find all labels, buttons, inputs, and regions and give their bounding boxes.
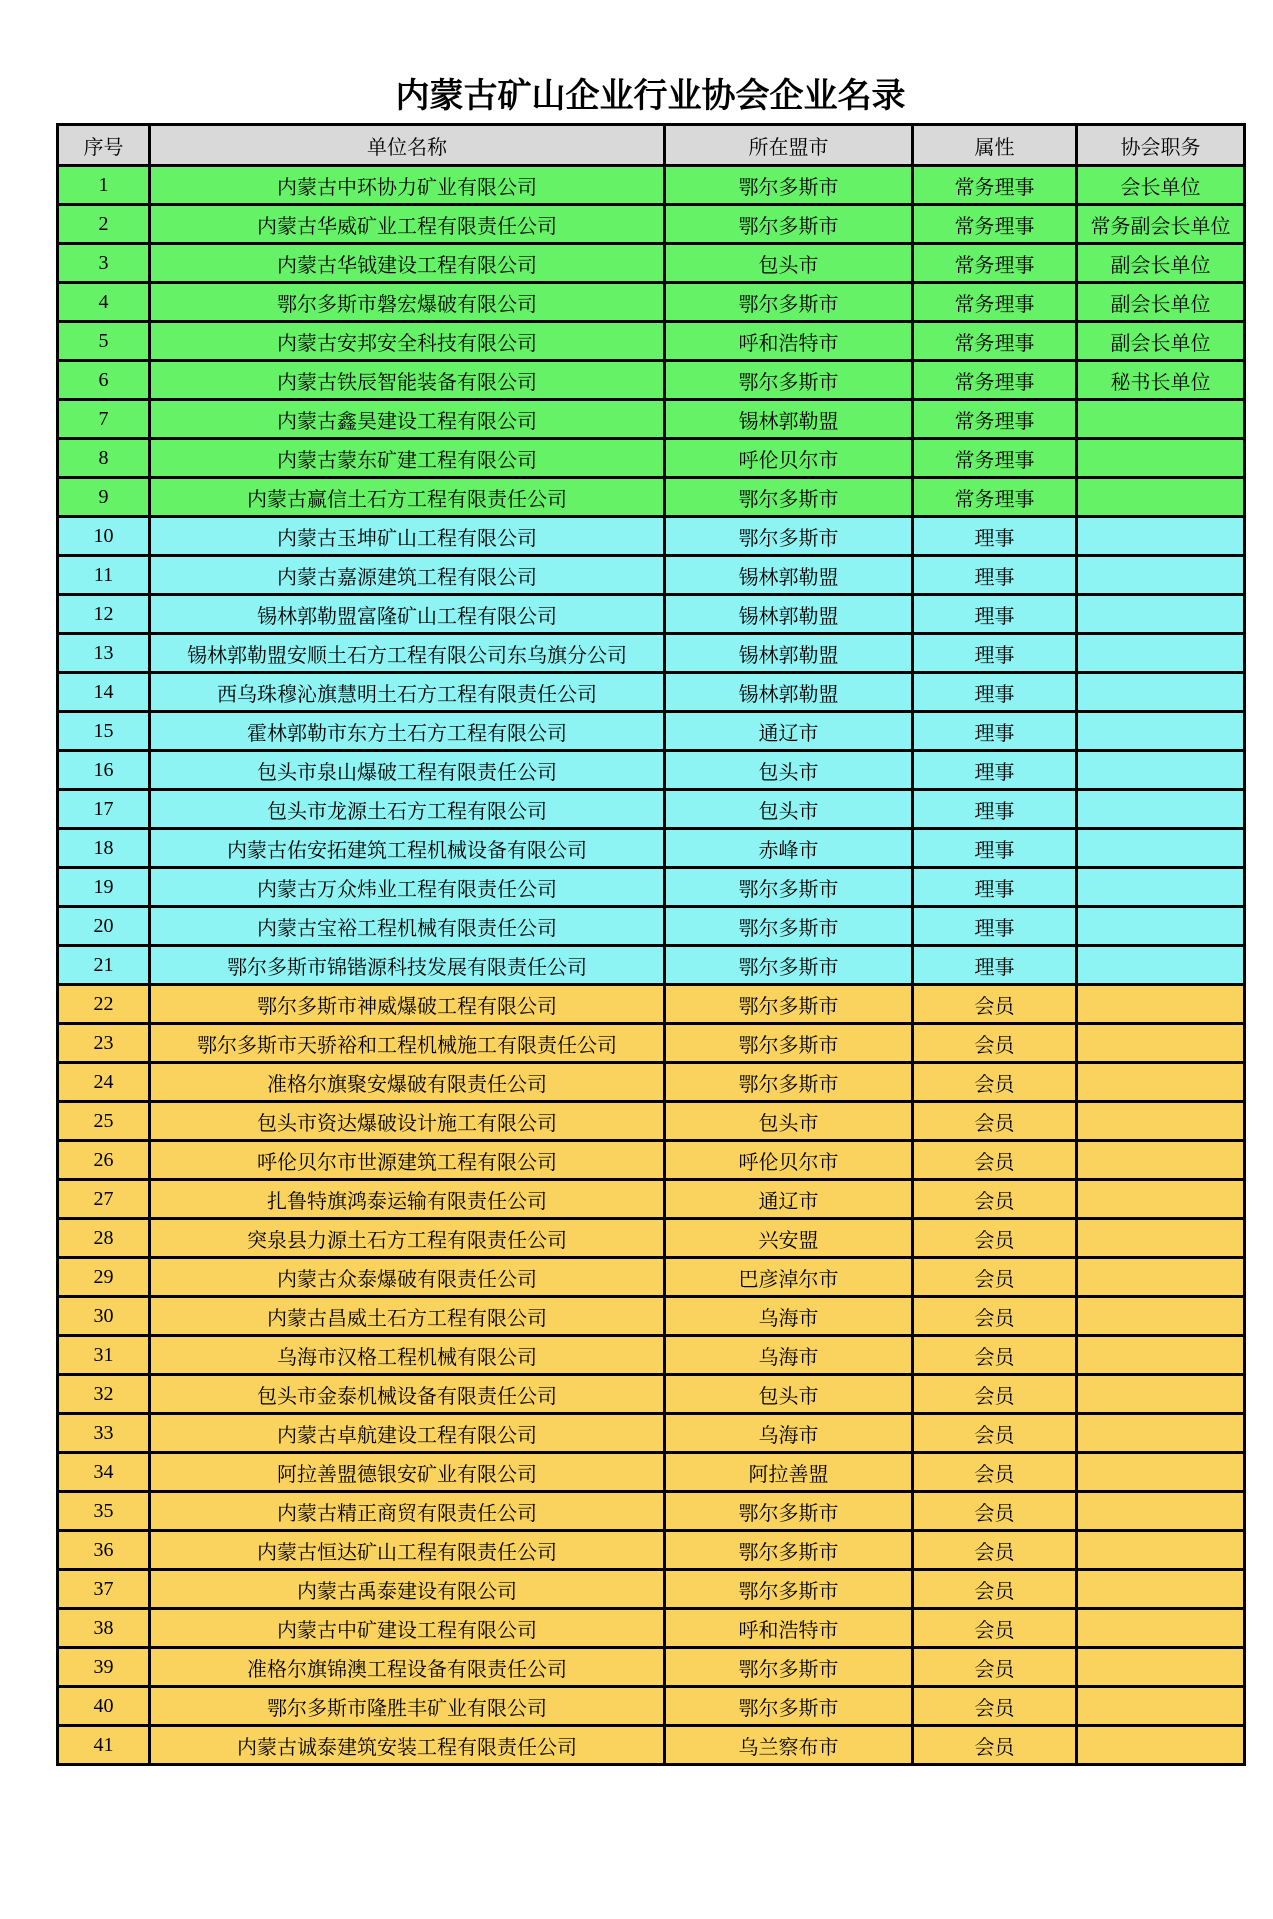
association-role-cell xyxy=(1077,1375,1245,1414)
table-row xyxy=(58,1687,1245,1726)
city-cell: 呼和浩特市 xyxy=(665,322,913,361)
city-cell: 鄂尔多斯市 xyxy=(665,1531,913,1570)
association-role-cell: 副会长单位 xyxy=(1077,322,1245,361)
company-name-cell: 准格尔旗锦澳工程设备有限责任公司 xyxy=(150,1648,665,1687)
table-row xyxy=(58,1258,1245,1297)
association-role-cell xyxy=(1077,517,1245,556)
table-row xyxy=(58,1180,1245,1219)
table-row xyxy=(58,751,1245,790)
association-role-cell xyxy=(1077,1609,1245,1648)
serial-number-cell: 6 xyxy=(58,361,150,400)
attribute-cell: 会员 xyxy=(913,1297,1077,1336)
serial-number-cell: 35 xyxy=(58,1492,150,1531)
table-row xyxy=(58,1336,1245,1375)
city-cell: 鄂尔多斯市 xyxy=(665,166,913,205)
table-row xyxy=(58,868,1245,907)
attribute-cell: 常务理事 xyxy=(913,283,1077,322)
city-cell: 鄂尔多斯市 xyxy=(665,1570,913,1609)
city-cell: 锡林郭勒盟 xyxy=(665,400,913,439)
attribute-cell: 会员 xyxy=(913,1063,1077,1102)
association-role-cell: 会长单位 xyxy=(1077,166,1245,205)
attribute-cell: 理事 xyxy=(913,829,1077,868)
company-name-cell: 内蒙古华钺建设工程有限公司 xyxy=(150,244,665,283)
city-cell: 鄂尔多斯市 xyxy=(665,946,913,985)
company-name-cell: 内蒙古宝裕工程机械有限责任公司 xyxy=(150,907,665,946)
table-header xyxy=(58,125,1245,166)
table-row xyxy=(58,673,1245,712)
city-cell: 乌兰察布市 xyxy=(665,1726,913,1765)
company-name-cell: 内蒙古万众炜业工程有限责任公司 xyxy=(150,868,665,907)
serial-number-cell: 33 xyxy=(58,1414,150,1453)
association-role-cell xyxy=(1077,1180,1245,1219)
table-row xyxy=(58,1375,1245,1414)
table-row xyxy=(58,1648,1245,1687)
table-row xyxy=(58,790,1245,829)
company-name-cell: 鄂尔多斯市天骄裕和工程机械施工有限责任公司 xyxy=(150,1024,665,1063)
serial-number-cell: 31 xyxy=(58,1336,150,1375)
association-role-cell: 常务副会长单位 xyxy=(1077,205,1245,244)
attribute-cell: 理事 xyxy=(913,595,1077,634)
company-name-cell: 内蒙古铁辰智能装备有限公司 xyxy=(150,361,665,400)
company-name-cell: 内蒙古赢信土石方工程有限责任公司 xyxy=(150,478,665,517)
city-cell: 巴彦淖尔市 xyxy=(665,1258,913,1297)
serial-number-cell: 5 xyxy=(58,322,150,361)
attribute-cell: 会员 xyxy=(913,1648,1077,1687)
attribute-cell: 会员 xyxy=(913,1492,1077,1531)
company-name-cell: 包头市金泰机械设备有限责任公司 xyxy=(150,1375,665,1414)
attribute-cell: 会员 xyxy=(913,1102,1077,1141)
city-cell: 锡林郭勒盟 xyxy=(665,673,913,712)
association-role-cell xyxy=(1077,790,1245,829)
company-name-cell: 内蒙古众泰爆破有限责任公司 xyxy=(150,1258,665,1297)
company-name-cell: 包头市泉山爆破工程有限责任公司 xyxy=(150,751,665,790)
association-role-cell xyxy=(1077,478,1245,517)
company-name-cell: 扎鲁特旗鸿泰运输有限责任公司 xyxy=(150,1180,665,1219)
serial-number-cell: 23 xyxy=(58,1024,150,1063)
serial-number-cell: 1 xyxy=(58,166,150,205)
association-role-cell xyxy=(1077,673,1245,712)
company-name-cell: 包头市龙源土石方工程有限公司 xyxy=(150,790,665,829)
association-role-cell xyxy=(1077,1297,1245,1336)
table-row xyxy=(58,1219,1245,1258)
attribute-cell: 理事 xyxy=(913,790,1077,829)
table-row xyxy=(58,1453,1245,1492)
company-name-cell: 内蒙古鑫昊建设工程有限公司 xyxy=(150,400,665,439)
serial-number-cell: 22 xyxy=(58,985,150,1024)
serial-number-cell: 34 xyxy=(58,1453,150,1492)
attribute-cell: 理事 xyxy=(913,556,1077,595)
attribute-cell: 会员 xyxy=(913,1531,1077,1570)
company-name-cell: 内蒙古华威矿业工程有限责任公司 xyxy=(150,205,665,244)
company-name-cell: 内蒙古昌威土石方工程有限公司 xyxy=(150,1297,665,1336)
table-row xyxy=(58,1063,1245,1102)
city-cell: 鄂尔多斯市 xyxy=(665,907,913,946)
table-row xyxy=(58,1609,1245,1648)
table-row xyxy=(58,1024,1245,1063)
city-cell: 锡林郭勒盟 xyxy=(665,595,913,634)
attribute-cell: 会员 xyxy=(913,1687,1077,1726)
header-city: 所在盟市 xyxy=(665,125,913,166)
company-name-cell: 鄂尔多斯市神威爆破工程有限公司 xyxy=(150,985,665,1024)
city-cell: 包头市 xyxy=(665,1102,913,1141)
association-role-cell xyxy=(1077,1414,1245,1453)
attribute-cell: 常务理事 xyxy=(913,322,1077,361)
attribute-cell: 会员 xyxy=(913,1609,1077,1648)
serial-number-cell: 28 xyxy=(58,1219,150,1258)
city-cell: 鄂尔多斯市 xyxy=(665,1648,913,1687)
header-association-role: 协会职务 xyxy=(1077,125,1245,166)
attribute-cell: 会员 xyxy=(913,1453,1077,1492)
association-role-cell xyxy=(1077,595,1245,634)
attribute-cell: 常务理事 xyxy=(913,400,1077,439)
table-row xyxy=(58,634,1245,673)
company-name-cell: 内蒙古中矿建设工程有限公司 xyxy=(150,1609,665,1648)
attribute-cell: 会员 xyxy=(913,1336,1077,1375)
company-name-cell: 乌海市汉格工程机械有限公司 xyxy=(150,1336,665,1375)
serial-number-cell: 41 xyxy=(58,1726,150,1765)
company-name-cell: 西乌珠穆沁旗慧明土石方工程有限责任公司 xyxy=(150,673,665,712)
company-name-cell: 阿拉善盟德银安矿业有限公司 xyxy=(150,1453,665,1492)
association-role-cell xyxy=(1077,1726,1245,1765)
company-name-cell: 霍林郭勒市东方土石方工程有限公司 xyxy=(150,712,665,751)
city-cell: 呼伦贝尔市 xyxy=(665,439,913,478)
association-role-cell xyxy=(1077,907,1245,946)
serial-number-cell: 37 xyxy=(58,1570,150,1609)
serial-number-cell: 40 xyxy=(58,1687,150,1726)
serial-number-cell: 27 xyxy=(58,1180,150,1219)
association-role-cell: 秘书长单位 xyxy=(1077,361,1245,400)
serial-number-cell: 3 xyxy=(58,244,150,283)
table-row xyxy=(58,1570,1245,1609)
company-name-cell: 包头市资达爆破设计施工有限公司 xyxy=(150,1102,665,1141)
city-cell: 乌海市 xyxy=(665,1336,913,1375)
serial-number-cell: 2 xyxy=(58,205,150,244)
attribute-cell: 常务理事 xyxy=(913,205,1077,244)
city-cell: 锡林郭勒盟 xyxy=(665,634,913,673)
table-body xyxy=(58,166,1245,1765)
company-name-cell: 准格尔旗聚安爆破有限责任公司 xyxy=(150,1063,665,1102)
attribute-cell: 会员 xyxy=(913,1180,1077,1219)
city-cell: 鄂尔多斯市 xyxy=(665,1687,913,1726)
page-title: 内蒙古矿山企业行业协会企业名录 xyxy=(395,78,906,115)
city-cell: 鄂尔多斯市 xyxy=(665,985,913,1024)
city-cell: 包头市 xyxy=(665,790,913,829)
serial-number-cell: 36 xyxy=(58,1531,150,1570)
header-attribute: 属性 xyxy=(913,125,1077,166)
association-role-cell xyxy=(1077,1687,1245,1726)
association-role-cell xyxy=(1077,1102,1245,1141)
association-role-cell xyxy=(1077,1141,1245,1180)
city-cell: 呼伦贝尔市 xyxy=(665,1141,913,1180)
association-role-cell xyxy=(1077,1258,1245,1297)
company-name-cell: 内蒙古卓航建设工程有限公司 xyxy=(150,1414,665,1453)
company-name-cell: 内蒙古蒙东矿建工程有限公司 xyxy=(150,439,665,478)
association-role-cell xyxy=(1077,1063,1245,1102)
serial-number-cell: 13 xyxy=(58,634,150,673)
company-name-cell: 内蒙古佑安拓建筑工程机械设备有限公司 xyxy=(150,829,665,868)
attribute-cell: 理事 xyxy=(913,712,1077,751)
table-row xyxy=(58,400,1245,439)
table-row xyxy=(58,1492,1245,1531)
serial-number-cell: 38 xyxy=(58,1609,150,1648)
association-role-cell xyxy=(1077,556,1245,595)
association-role-cell xyxy=(1077,1531,1245,1570)
table-row xyxy=(58,361,1245,400)
attribute-cell: 会员 xyxy=(913,1258,1077,1297)
attribute-cell: 常务理事 xyxy=(913,166,1077,205)
attribute-cell: 会员 xyxy=(913,1375,1077,1414)
table-row xyxy=(58,1531,1245,1570)
attribute-cell: 会员 xyxy=(913,1219,1077,1258)
company-name-cell: 鄂尔多斯市磐宏爆破有限公司 xyxy=(150,283,665,322)
table-row xyxy=(58,907,1245,946)
attribute-cell: 理事 xyxy=(913,673,1077,712)
serial-number-cell: 29 xyxy=(58,1258,150,1297)
city-cell: 呼和浩特市 xyxy=(665,1609,913,1648)
city-cell: 鄂尔多斯市 xyxy=(665,1063,913,1102)
association-role-cell xyxy=(1077,439,1245,478)
table-row xyxy=(58,985,1245,1024)
association-role-cell xyxy=(1077,1219,1245,1258)
attribute-cell: 理事 xyxy=(913,751,1077,790)
serial-number-cell: 21 xyxy=(58,946,150,985)
table-row xyxy=(58,1297,1245,1336)
city-cell: 鄂尔多斯市 xyxy=(665,283,913,322)
header-row xyxy=(58,125,1245,166)
header-company-name: 单位名称 xyxy=(150,125,665,166)
attribute-cell: 会员 xyxy=(913,985,1077,1024)
association-role-cell: 副会长单位 xyxy=(1077,283,1245,322)
table-row xyxy=(58,1102,1245,1141)
city-cell: 通辽市 xyxy=(665,712,913,751)
association-role-cell xyxy=(1077,985,1245,1024)
city-cell: 赤峰市 xyxy=(665,829,913,868)
city-cell: 鄂尔多斯市 xyxy=(665,478,913,517)
association-role-cell xyxy=(1077,1492,1245,1531)
company-name-cell: 内蒙古安邦安全科技有限公司 xyxy=(150,322,665,361)
table-row xyxy=(58,322,1245,361)
table-row xyxy=(58,205,1245,244)
table-row xyxy=(58,439,1245,478)
attribute-cell: 理事 xyxy=(913,868,1077,907)
association-role-cell xyxy=(1077,751,1245,790)
serial-number-cell: 17 xyxy=(58,790,150,829)
serial-number-cell: 39 xyxy=(58,1648,150,1687)
company-name-cell: 内蒙古禹泰建设有限公司 xyxy=(150,1570,665,1609)
association-role-cell xyxy=(1077,1453,1245,1492)
company-name-cell: 鄂尔多斯市隆胜丰矿业有限公司 xyxy=(150,1687,665,1726)
association-role-cell xyxy=(1077,1336,1245,1375)
table-row xyxy=(58,712,1245,751)
serial-number-cell: 15 xyxy=(58,712,150,751)
serial-number-cell: 4 xyxy=(58,283,150,322)
company-name-cell: 内蒙古玉坤矿山工程有限公司 xyxy=(150,517,665,556)
company-name-cell: 内蒙古中环协力矿业有限公司 xyxy=(150,166,665,205)
serial-number-cell: 18 xyxy=(58,829,150,868)
attribute-cell: 常务理事 xyxy=(913,244,1077,283)
city-cell: 通辽市 xyxy=(665,1180,913,1219)
table-row xyxy=(58,1726,1245,1765)
serial-number-cell: 7 xyxy=(58,400,150,439)
table-row xyxy=(58,517,1245,556)
company-name-cell: 内蒙古精正商贸有限责任公司 xyxy=(150,1492,665,1531)
association-role-cell: 副会长单位 xyxy=(1077,244,1245,283)
attribute-cell: 会员 xyxy=(913,1414,1077,1453)
serial-number-cell: 9 xyxy=(58,478,150,517)
table-row xyxy=(58,595,1245,634)
table-row xyxy=(58,244,1245,283)
city-cell: 兴安盟 xyxy=(665,1219,913,1258)
city-cell: 鄂尔多斯市 xyxy=(665,1024,913,1063)
table-row xyxy=(58,556,1245,595)
association-role-cell xyxy=(1077,829,1245,868)
serial-number-cell: 25 xyxy=(58,1102,150,1141)
table-row xyxy=(58,166,1245,205)
attribute-cell: 理事 xyxy=(913,946,1077,985)
company-name-cell: 呼伦贝尔市世源建筑工程有限公司 xyxy=(150,1141,665,1180)
city-cell: 包头市 xyxy=(665,1375,913,1414)
association-role-cell xyxy=(1077,1570,1245,1609)
serial-number-cell: 32 xyxy=(58,1375,150,1414)
serial-number-cell: 30 xyxy=(58,1297,150,1336)
attribute-cell: 常务理事 xyxy=(913,478,1077,517)
serial-number-cell: 12 xyxy=(58,595,150,634)
association-role-cell xyxy=(1077,946,1245,985)
company-name-cell: 内蒙古诚泰建筑安装工程有限责任公司 xyxy=(150,1726,665,1765)
company-name-cell: 锡林郭勒盟安顺土石方工程有限公司东乌旗分公司 xyxy=(150,634,665,673)
serial-number-cell: 10 xyxy=(58,517,150,556)
attribute-cell: 会员 xyxy=(913,1141,1077,1180)
serial-number-cell: 26 xyxy=(58,1141,150,1180)
city-cell: 鄂尔多斯市 xyxy=(665,1492,913,1531)
directory-table xyxy=(56,123,1246,1766)
city-cell: 鄂尔多斯市 xyxy=(665,205,913,244)
company-name-cell: 内蒙古嘉源建筑工程有限公司 xyxy=(150,556,665,595)
table-row xyxy=(58,478,1245,517)
header-serial-number: 序号 xyxy=(58,125,150,166)
table-row xyxy=(58,283,1245,322)
table-row xyxy=(58,1141,1245,1180)
city-cell: 乌海市 xyxy=(665,1297,913,1336)
serial-number-cell: 24 xyxy=(58,1063,150,1102)
company-name-cell: 鄂尔多斯市锦锴源科技发展有限责任公司 xyxy=(150,946,665,985)
attribute-cell: 会员 xyxy=(913,1726,1077,1765)
attribute-cell: 会员 xyxy=(913,1024,1077,1063)
association-role-cell xyxy=(1077,1024,1245,1063)
city-cell: 锡林郭勒盟 xyxy=(665,556,913,595)
company-name-cell: 锡林郭勒盟富隆矿山工程有限公司 xyxy=(150,595,665,634)
serial-number-cell: 16 xyxy=(58,751,150,790)
table-row xyxy=(58,829,1245,868)
city-cell: 包头市 xyxy=(665,751,913,790)
city-cell: 阿拉善盟 xyxy=(665,1453,913,1492)
company-name-cell: 突泉县力源土石方工程有限责任公司 xyxy=(150,1219,665,1258)
serial-number-cell: 20 xyxy=(58,907,150,946)
table-row xyxy=(58,1414,1245,1453)
city-cell: 乌海市 xyxy=(665,1414,913,1453)
city-cell: 鄂尔多斯市 xyxy=(665,361,913,400)
attribute-cell: 常务理事 xyxy=(913,361,1077,400)
city-cell: 包头市 xyxy=(665,244,913,283)
association-role-cell xyxy=(1077,1648,1245,1687)
association-role-cell xyxy=(1077,712,1245,751)
serial-number-cell: 8 xyxy=(58,439,150,478)
serial-number-cell: 11 xyxy=(58,556,150,595)
company-name-cell: 内蒙古恒达矿山工程有限责任公司 xyxy=(150,1531,665,1570)
attribute-cell: 常务理事 xyxy=(913,439,1077,478)
attribute-cell: 理事 xyxy=(913,907,1077,946)
city-cell: 鄂尔多斯市 xyxy=(665,868,913,907)
table-row xyxy=(58,946,1245,985)
attribute-cell: 理事 xyxy=(913,634,1077,673)
attribute-cell: 会员 xyxy=(913,1570,1077,1609)
attribute-cell: 理事 xyxy=(913,517,1077,556)
serial-number-cell: 14 xyxy=(58,673,150,712)
association-role-cell xyxy=(1077,634,1245,673)
city-cell: 鄂尔多斯市 xyxy=(665,517,913,556)
association-role-cell xyxy=(1077,400,1245,439)
serial-number-cell: 19 xyxy=(58,868,150,907)
association-role-cell xyxy=(1077,868,1245,907)
